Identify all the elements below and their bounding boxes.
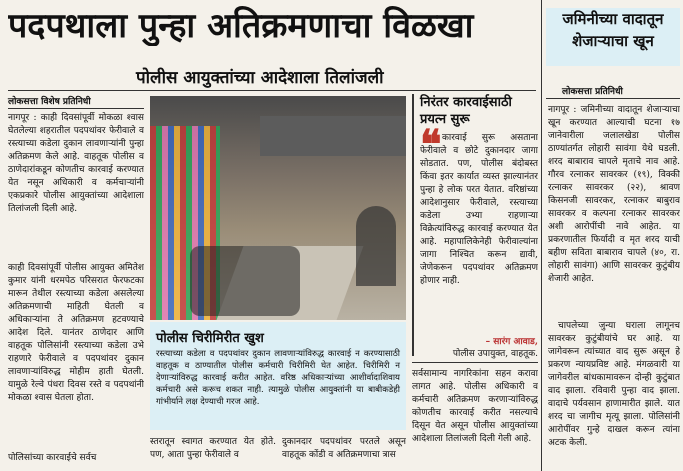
article-subhead: पोलीस आयुक्तांच्या आदेशाला तिलांजली bbox=[136, 68, 384, 88]
right-article-body-2 bbox=[548, 320, 680, 468]
article-column-1 bbox=[8, 112, 144, 258]
sidebar-quote bbox=[420, 121, 538, 332]
divider bbox=[546, 98, 680, 99]
article-separator bbox=[541, 0, 542, 471]
paragraph: पोलिसांच्या कारवाईचे सर्वच bbox=[8, 453, 97, 463]
article-column-4 bbox=[412, 368, 538, 468]
right-headline-line2: शेजाऱ्याचा खून bbox=[572, 32, 654, 50]
paragraph: स्तरातून स्वागत करण्यात येत होते. पण, आता पुन्हा फेरीवाले व bbox=[150, 437, 276, 460]
divider bbox=[8, 108, 144, 109]
caption-title: पोलीस चिरीमिरीत खुश bbox=[156, 331, 264, 346]
divider bbox=[412, 362, 538, 363]
article-bottom-left bbox=[150, 436, 276, 470]
article-column-1b bbox=[8, 262, 144, 446]
article-headline: पदपथाला पुन्हा अतिक्रमणाचा विळखा bbox=[8, 6, 474, 46]
sidebar-rule bbox=[412, 94, 414, 356]
photo-people bbox=[356, 206, 396, 286]
article-bottom-right bbox=[282, 436, 406, 470]
paragraph: नागपूर : जमिनीच्या वादातून शेजाऱ्याचा खून करण्यात आल्याची घटना १७ जानेवारीला जलालखेडा पोलीस ठाण्यांतर्गत लोहारी सावंगा येथे घडली. शरद बाबाराव चापले मृताचे नाव आहे. गौरव रत्नाकर सावरकर (१९), विक्की रत्नाकर सावरकर (२२), श्रावण किसनजी सावरकर, रत्नाकर बाबुराव सावरकर व कल्पना रत्नाकर सावरकर अशी आरोपींची नावे आहेत. या प्रकरणातील फिर्यादी व मृत शरद याची बहीण सविता बाबाराव चापले (४०, रा. लोहारी सावंगा) आणि सावरकर कुटुंबीय शेजारी आहेत. bbox=[548, 105, 680, 284]
photo-bridge bbox=[260, 116, 406, 156]
caption-box bbox=[150, 322, 406, 430]
article-byline: लोकसत्ता विशेष प्रतिनिधी bbox=[8, 97, 91, 107]
sidebar-attribution-name: – सारंग आवाड, bbox=[485, 337, 538, 347]
sidebar-title: निरंतर कारवाईसाठी प्रयत्न सुरू bbox=[420, 95, 512, 127]
paragraph: सर्वसामान्य नागरिकांना सहन करावा लागत आहे. पोलीस अधिकारी व कर्मचारी अतिक्रमण करणाऱ्यांविरुद्ध कोणतीच कारवाई करीत नसल्याचे दिसून येत असून पोलीस आयुक्तांच्या आदेशाला तिलांजली दिली गेली आहे. bbox=[412, 369, 538, 444]
paragraph: कारवाई सुरू असताना फेरीवाले व छोटे दुकानदार जागा सोडतात. पण, पोलीस बंदोबस्त किंवा इतर कार्यात व्यस्त झाल्यानंतर पुन्हा हे लोक परत येतात. वरिष्ठांच्या आदेशानुसार फेरीवाले, रस्त्याच्या कडेला उभ्या राहणाऱ्या विक्रेत्यांविरुद्ध कारवाई करण्यात येत आहे. महापालिकेनेही फेरीवाल्यांना जागा निश्चित करून द्यावी, जेणेकरून पदपथांवर अतिक्रमण होणार नाही. bbox=[420, 133, 538, 286]
right-article-byline: लोकसत्ता प्रतिनिधी bbox=[562, 87, 623, 97]
paragraph: काही दिवसांपूर्वी पोलीस आयुक्त अमितेश कुमार यांनी धरमपेठ परिसरात फेरफटका मारून तेथील रस्त्याच्या कडेला असलेल्या अतिक्रमणाची माहिती घेतली व अधिकाऱ्यांना ते अतिक्रमण हटवण्याचे आदेश दिले. यानंतर ठाणेदार आणि वाहतूक पोलिसांनी रस्त्याच्या कडेला उभे राहणारे फेरीवाले व पदपथांवर दुकान लावणाऱ्यांविरुद्ध मोहीम हाती घेतली. यामुळे रेल्वे पंधरा दिवस रस्ते व पदपथांनी मोकळा श्वास घेतला होता. bbox=[8, 263, 144, 403]
right-article-headline bbox=[546, 8, 680, 52]
paragraph: दुकानदार पदपथांवर परतले असून वाहतूक कोंडी व अतिक्रमणाचा त्रास bbox=[282, 437, 406, 460]
street-photo bbox=[150, 96, 406, 320]
right-article-body bbox=[548, 104, 680, 318]
divider bbox=[8, 90, 536, 91]
right-headline-line1: जमिनीच्या वादातून bbox=[562, 10, 664, 28]
caption-text: रस्त्याच्या कडेला व पदपथांवर दुकान लावणाऱ्यांविरुद्ध कारवाई न करण्यासाठी वाहतूक व ठाण्यातील पोलीस कर्मचारी चिरीमिरी घेत आहेत. चिरीमिरी न देणाऱ्यांविरुद्ध कारवाई करीत आहेत. वरिष्ठ अधिकाऱ्यांच्या आशीर्वादाशिवाय कर्मचारी असे करूच शकत नाही. त्यामुळे पोलीस आयुक्तांनी या बाबीकडेही गांभीर्याने लक्ष देण्याची गरज आहे. bbox=[156, 349, 400, 407]
article-column-1c bbox=[8, 452, 144, 470]
sidebar-attribution-role: पोलीस उपायुक्त, वाहतूक. bbox=[452, 349, 538, 359]
quote-mark-icon: ❝ bbox=[420, 121, 442, 168]
paragraph: चापलेच्या जुन्या घराला लागूनच सावरकर कुटुंबीयांचे घर आहे. या जागेवरून त्यांच्यात वाद सुरू असून हे प्रकरण न्यायप्रविष्ट आहे. मंगळवारी या जागेवरील बांधकामावरून दोन्ही कुटुंबात वाद झाला. रविवारी पुन्हा वाद झाला. वादाचे पर्यवसान हाणामारीत झाले. यात शरद चा जागीच मृत्यू झाला. पोलिसांनी आरोपींवर गुन्हे दाखल करून त्यांना अटक केली. bbox=[548, 321, 680, 448]
paragraph: नागपूर : काही दिवसांपूर्वी मोकळा श्वास घेतलेल्या शहरातील पदपथांवर फेरीवाले व रस्त्याच्या कडेला दुकान लावणाऱ्यांनी पुन्हा अतिक्रमण केले आहे. वाहतूक पोलीस व ठाणेदारांकडून कोणतीच कारवाई करण्यात येत नसून अधिकारी व कर्मचाऱ्यांनी एकप्रकारे पोलीस आयुक्तांच्या आदेशाला तिलांजली दिली आहे. bbox=[8, 113, 144, 214]
photo-motorcycles bbox=[190, 246, 300, 316]
